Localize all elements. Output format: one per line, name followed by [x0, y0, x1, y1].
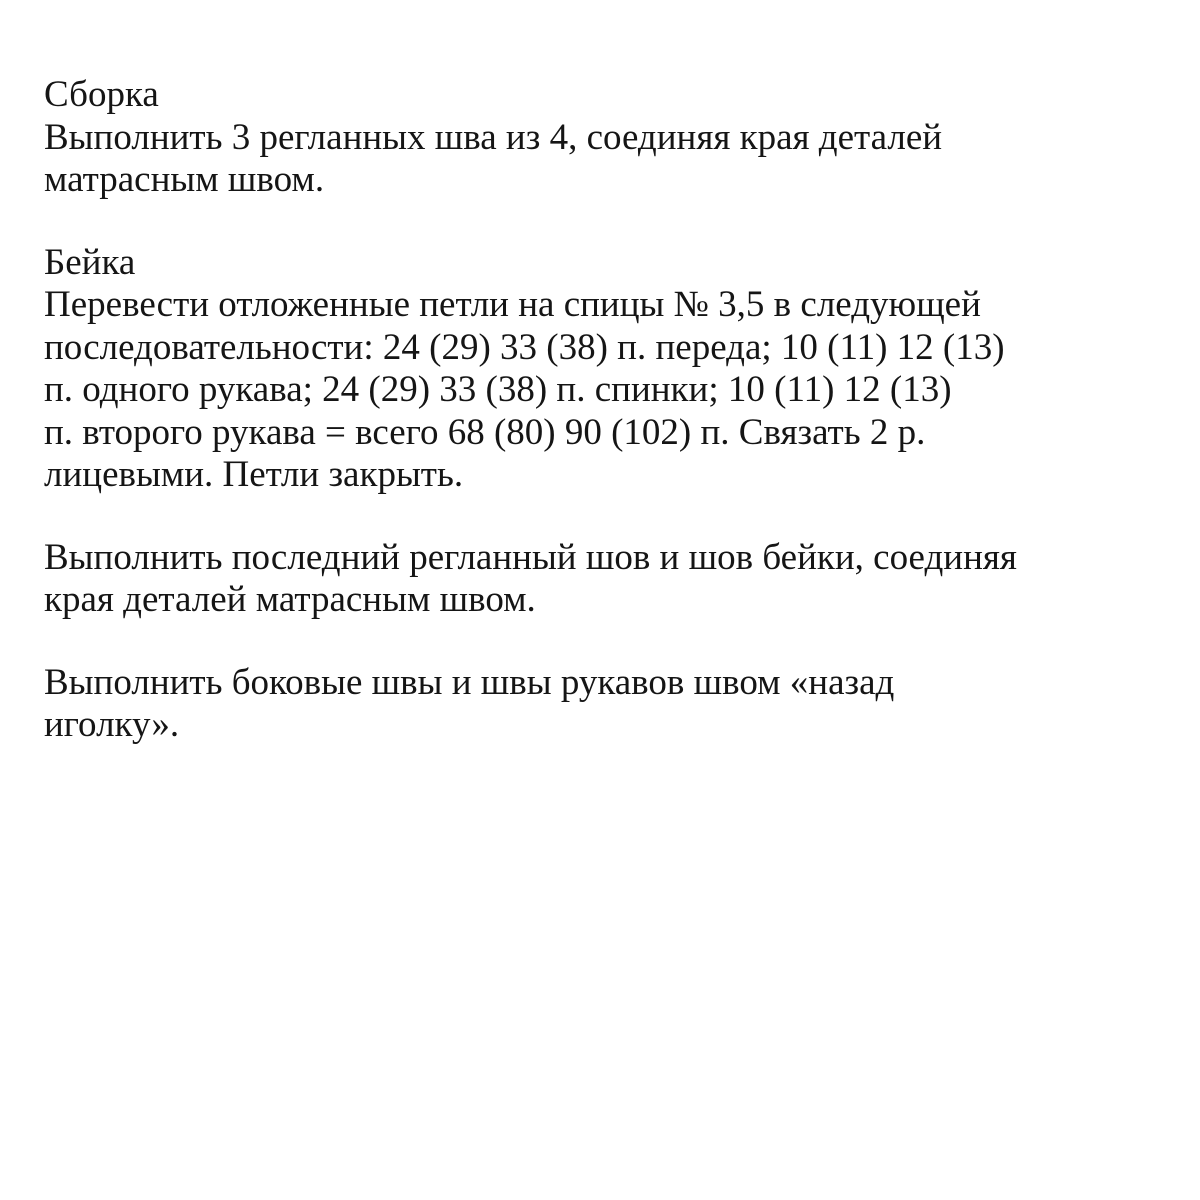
text-line: Выполнить боковые швы и швы рукавов швом «назад: [44, 661, 895, 703]
paragraph-final-seam: [44, 537, 1180, 622]
text-line: иголку».: [44, 704, 180, 745]
section-neckband: [44, 242, 1180, 497]
text-line: Перевести отложенные петли на спицы № 3,5 в следующей: [44, 284, 981, 325]
paragraph-side-seams: [44, 662, 1180, 747]
paragraph-gap: [44, 497, 1180, 537]
text-line: матрасным швом.: [44, 159, 325, 200]
text-line: п. одного рукава; 24 (29) 33 (38) п. спинки; 10 (11) 12 (13): [44, 369, 952, 410]
section-heading: Сборка: [44, 74, 159, 115]
paragraph-gap: [44, 622, 1180, 662]
section-heading: Бейка: [44, 241, 136, 283]
text-line: Выполнить последний регланный шов и шов бейки, соединяя: [44, 536, 1017, 578]
section-assembly: [44, 74, 1180, 202]
text-line: последовательности: 24 (29) 33 (38) п. переда; 10 (11) 12 (13): [44, 326, 1005, 368]
paragraph-gap: [44, 202, 1180, 242]
text-line: Выполнить 3 регланных шва из 4, соединяя края деталей: [44, 116, 943, 158]
text-line: края деталей матрасным швом.: [44, 579, 536, 620]
text-line: лицевыми. Петли закрыть.: [44, 454, 464, 495]
text-line: п. второго рукава = всего 68 (80) 90 (102) п. Связать 2 р.: [44, 411, 926, 453]
document-body: [44, 74, 1180, 747]
